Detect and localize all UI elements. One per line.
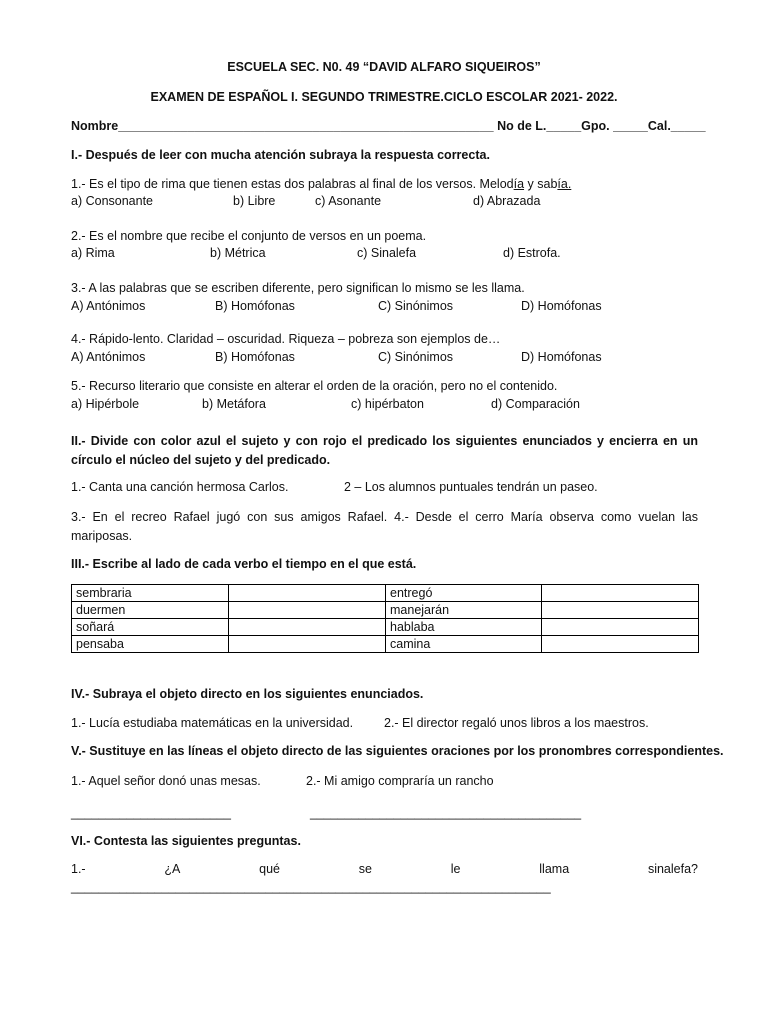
q3-option-c: C) Sinónimos <box>378 299 454 313</box>
verb-cell: camina <box>386 636 542 653</box>
q5-option-a: a) Hipérbole <box>71 397 140 411</box>
section-4-heading: IV.- Subraya el objeto directo en los siguientes enunciados. <box>71 687 424 701</box>
answer-cell[interactable] <box>229 602 386 619</box>
question-5: 5.- Recurso literario que consiste en alterar el orden de la oración, pero no el contenido. <box>71 379 558 393</box>
q5-option-b: b) Metáfora <box>202 397 266 411</box>
section-2-sentence-1: 1.- Canta una canción hermosa Carlos. <box>71 480 289 494</box>
table-row <box>72 636 699 653</box>
q2-option-d: d) Estrofa. <box>503 246 561 260</box>
section-4-sentence-1: 1.- Lucía estudiaba matemáticas en la universidad. <box>71 716 354 730</box>
verb-cell: sembraria <box>72 585 229 602</box>
question-1-text-b: y sab <box>524 177 558 191</box>
question-word: llama <box>539 862 570 876</box>
q1-option-d: d) Abrazada <box>473 194 541 208</box>
question-2: 2.- Es el nombre que recibe el conjunto de versos en un poema. <box>71 229 427 243</box>
table-row <box>72 602 699 619</box>
question-word: 1.- <box>71 862 86 876</box>
verb-cell: manejarán <box>386 602 542 619</box>
section-6-heading: VI.- Contesta las siguientes preguntas. <box>71 834 301 848</box>
name-line: Nombre______________________________________________________ No de L._____Gpo. _____Cal._____ <box>71 119 706 133</box>
question-word: ¿A <box>164 862 181 876</box>
q4-option-d: D) Homófonas <box>521 350 602 364</box>
answer-cell[interactable] <box>229 619 386 636</box>
verb-cell: hablaba <box>386 619 542 636</box>
verb-cell: pensaba <box>72 636 229 653</box>
answer-line-3[interactable]: _____________________________________________________________________ <box>71 880 551 894</box>
q5-option-d: d) Comparación <box>491 397 580 411</box>
question-word: qué <box>259 862 280 876</box>
q4-option-c: C) Sinónimos <box>378 350 454 364</box>
q1-option-c: c) Asonante <box>315 194 382 208</box>
answer-cell[interactable] <box>542 602 699 619</box>
q3-option-b: B) Homófonas <box>215 299 295 313</box>
q4-option-b: B) Homófonas <box>215 350 295 364</box>
q4-option-a: A) Antónimos <box>71 350 146 364</box>
verb-cell: duermen <box>72 602 229 619</box>
question-1-text-a: 1.- Es el tipo de rima que tienen estas dos palabras al final de los versos. Melod <box>71 177 514 191</box>
q2-option-b: b) Métrica <box>210 246 266 260</box>
verb-cell: entregó <box>386 585 542 602</box>
question-3: 3.- A las palabras que se escriben diferente, pero significan lo mismo se les llama. <box>71 281 525 295</box>
question-word: le <box>450 862 461 876</box>
q2-option-c: c) Sinalefa <box>357 246 417 260</box>
answer-cell[interactable] <box>229 636 386 653</box>
q3-option-a: A) Antónimos <box>71 299 146 313</box>
section-6-question-1 <box>71 862 698 876</box>
section-1-heading: I.- Después de leer con mucha atención subraya la respuesta correcta. <box>71 148 490 162</box>
section-2-sentence-2: 2 – Los alumnos puntuales tendrán un paseo. <box>344 480 598 494</box>
exam-title: EXAMEN DE ESPAÑOL I. SEGUNDO TRIMESTRE.CICLO ESCOLAR 2021- 2022. <box>150 90 618 104</box>
question-1 <box>71 177 571 191</box>
verb-tense-table <box>71 584 699 653</box>
question-word: se <box>358 862 372 876</box>
section-5-heading: V.- Sustituye en las líneas el objeto directo de las siguientes oraciones por los pronombres correspondientes. <box>71 744 724 758</box>
section-2-heading: II.- Divide con color azul el sujeto y con rojo el predicado los siguientes enunciados y encierra en un círculo el núcleo del sujeto y del predicado. <box>71 434 698 467</box>
question-1-underline-2: ía. <box>557 177 572 191</box>
answer-line-1[interactable]: _______________________ <box>71 806 231 820</box>
verb-cell: soñará <box>72 619 229 636</box>
q1-option-b: b) Libre <box>233 194 276 208</box>
answer-line-2[interactable]: _______________________________________ <box>310 806 582 820</box>
question-1-underline-1: ía <box>513 177 525 191</box>
answer-cell[interactable] <box>542 619 699 636</box>
answer-cell[interactable] <box>229 585 386 602</box>
table-row <box>72 619 699 636</box>
section-5-sentence-1: 1.- Aquel señor donó unas mesas. <box>71 774 261 788</box>
q2-option-a: a) Rima <box>71 246 115 260</box>
q1-option-a: a) Consonante <box>71 194 154 208</box>
school-title: ESCUELA SEC. N0. 49 “DAVID ALFARO SIQUEIROS” <box>227 60 541 74</box>
q3-option-d: D) Homófonas <box>521 299 602 313</box>
section-2-sentences-3-4: 3.- En el recreo Rafael jugó con sus amigos Rafael. 4.- Desde el cerro María observa como vuelan las mariposas. <box>71 510 698 543</box>
question-word: sinalefa? <box>647 862 698 876</box>
section-3-heading: III.- Escribe al lado de cada verbo el tiempo en el que está. <box>71 557 417 571</box>
q5-option-c: c) hipérbaton <box>351 397 424 411</box>
answer-cell[interactable] <box>542 585 699 602</box>
question-4: 4.- Rápido-lento. Claridad – oscuridad. Riqueza – pobreza son ejemplos de… <box>71 332 501 346</box>
section-4-sentence-2: 2.- El director regaló unos libros a los maestros. <box>384 716 649 730</box>
section-5-sentence-2: 2.- Mi amigo compraría un rancho <box>306 774 494 788</box>
answer-cell[interactable] <box>542 636 699 653</box>
table-row <box>72 585 699 602</box>
